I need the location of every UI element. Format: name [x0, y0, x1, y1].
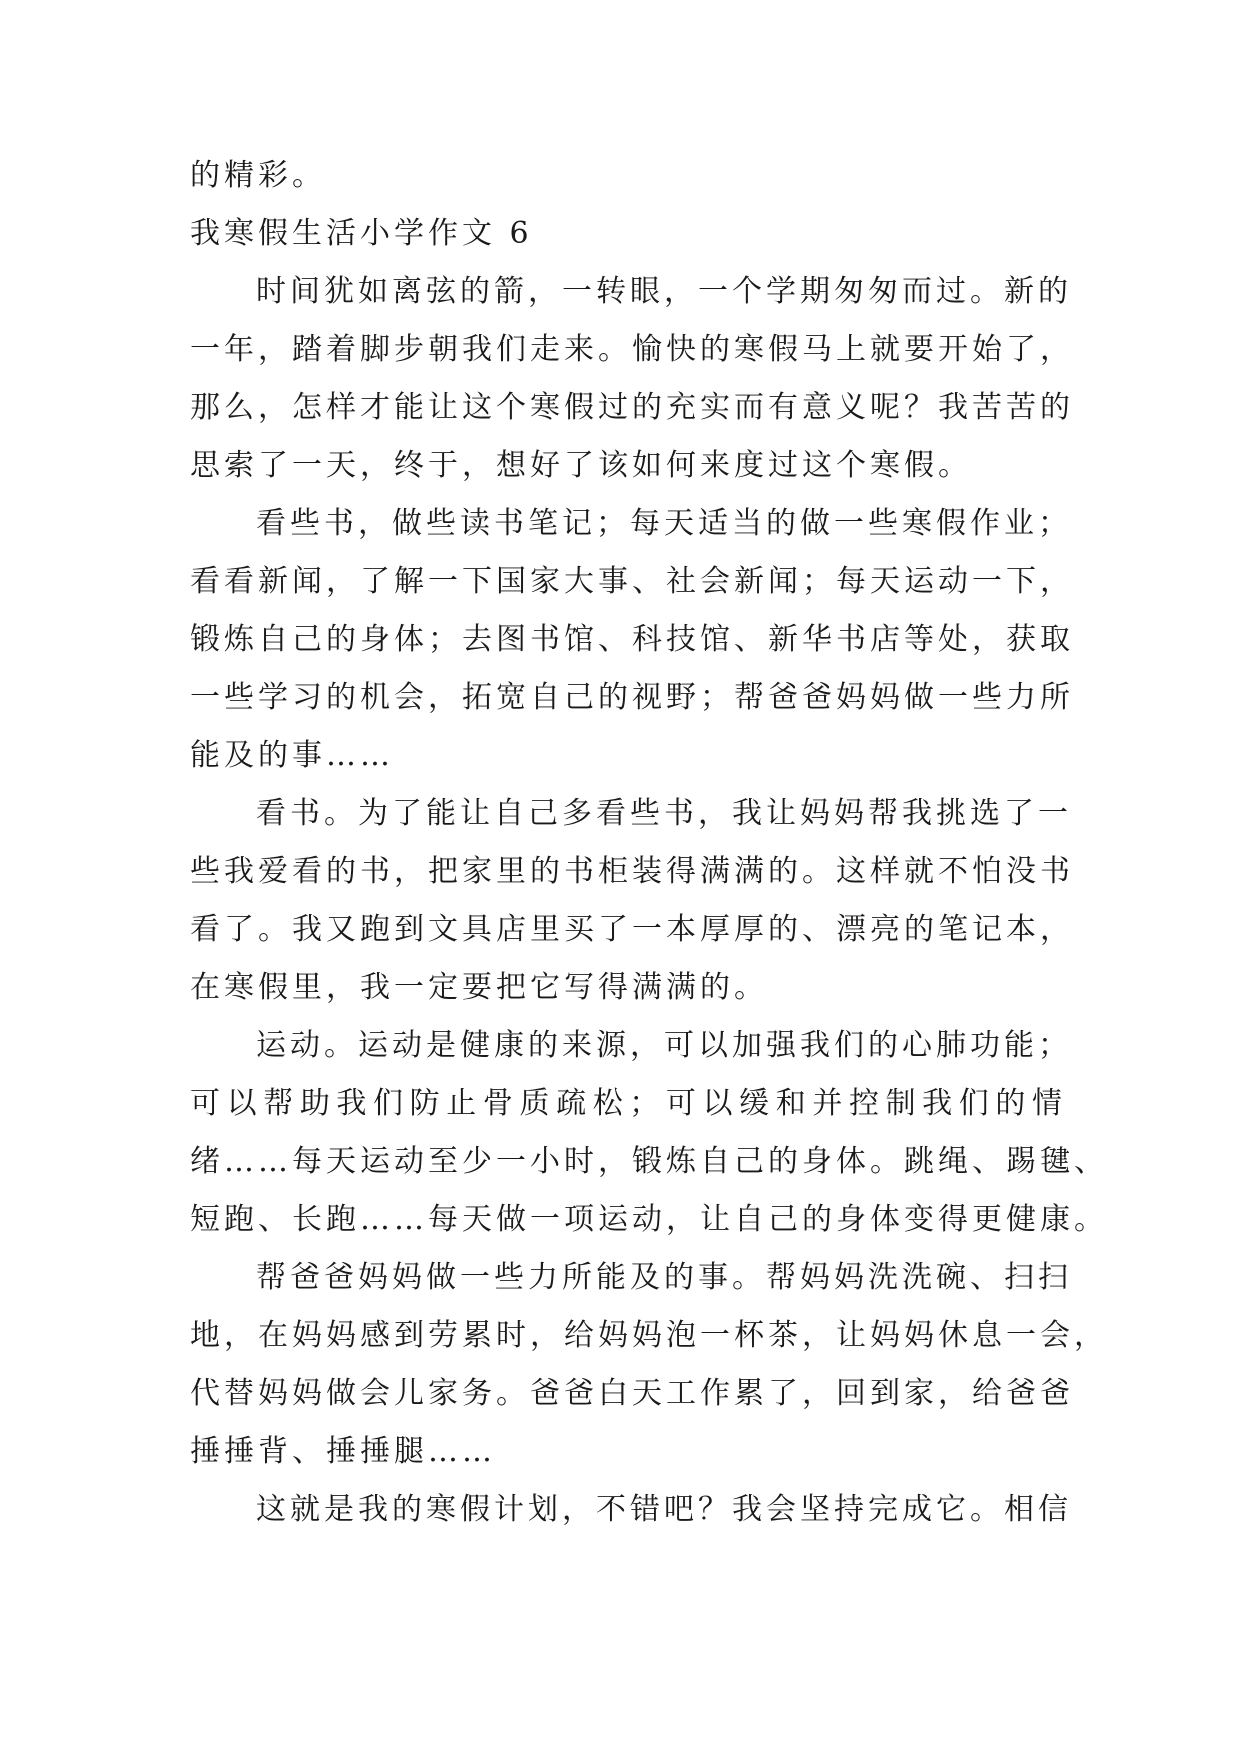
paragraph-line: 看了。我又跑到文具店里买了一本厚厚的、漂亮的笔记本， [190, 912, 1074, 947]
paragraph-line: 短跑、长跑……每天做一项运动，让自己的身体变得更健康。 [190, 1202, 1108, 1237]
paragraph-line: 运动。运动是健康的来源，可以加强我们的心肺功能； [256, 1028, 1072, 1063]
paragraph-line: 看书。为了能让自己多看些书，我让妈妈帮我挑选了一 [256, 796, 1072, 831]
paragraph-line: 捶捶背、捶捶腿…… [190, 1434, 496, 1469]
essay-title: 我寒假生活小学作文 6 [190, 216, 533, 251]
paragraph [190, 785, 1074, 1017]
paragraph-line: 那么，怎样才能让这个寒假过的充实而有意义呢？我苦苦的 [190, 390, 1074, 425]
paragraph-line: 看看新闻，了解一下国家大事、社会新闻；每天运动一下， [190, 564, 1074, 599]
paragraph-line: 可以帮助我们防止骨质疏松；可以缓和并控制我们的情 [190, 1086, 1066, 1121]
paragraph [190, 263, 1074, 495]
paragraph-line: 一些学习的机会，拓宽自己的视野；帮爸爸妈妈做一些力所 [190, 680, 1074, 715]
paragraph-line: 代替妈妈做会儿家务。爸爸白天工作累了，回到家，给爸爸 [190, 1376, 1074, 1411]
paragraph [190, 1481, 1072, 1539]
document-page [190, 147, 1108, 1539]
paragraph-line: 锻炼自己的身体；去图书馆、科技馆、新华书店等处，获取 [190, 622, 1074, 657]
paragraph-line: 地，在妈妈感到劳累时，给妈妈泡一杯茶，让妈妈休息一会， [190, 1318, 1108, 1353]
paragraph-line: 在寒假里，我一定要把它写得满满的。 [190, 970, 768, 1005]
paragraph-line: 看些书，做些读书笔记；每天适当的做一些寒假作业； [256, 506, 1072, 541]
paragraph-line: 这就是我的寒假计划，不错吧？我会坚持完成它。相信 [256, 1492, 1072, 1527]
paragraph-line: 能及的事…… [190, 738, 394, 773]
paragraph-line: 些我爱看的书，把家里的书柜装得满满的。这样就不怕没书 [190, 854, 1074, 889]
paragraph [190, 495, 1074, 785]
paragraph-line: 思索了一天，终于，想好了该如何来度过这个寒假。 [190, 448, 972, 483]
paragraph-line: 绪……每天运动至少一小时，锻炼自己的身体。跳绳、踢毽、 [190, 1144, 1108, 1179]
paragraph-line: 时间犹如离弦的箭，一转眼，一个学期匆匆而过。新的 [256, 274, 1072, 309]
carryover-line: 的精彩。 [190, 158, 326, 193]
paragraph [190, 1017, 1108, 1249]
paragraph-line: 一年，踏着脚步朝我们走来。愉快的寒假马上就要开始了， [190, 332, 1074, 367]
paragraph [190, 1249, 1108, 1481]
paragraph-line: 帮爸爸妈妈做一些力所能及的事。帮妈妈洗洗碗、扫扫 [256, 1260, 1072, 1295]
